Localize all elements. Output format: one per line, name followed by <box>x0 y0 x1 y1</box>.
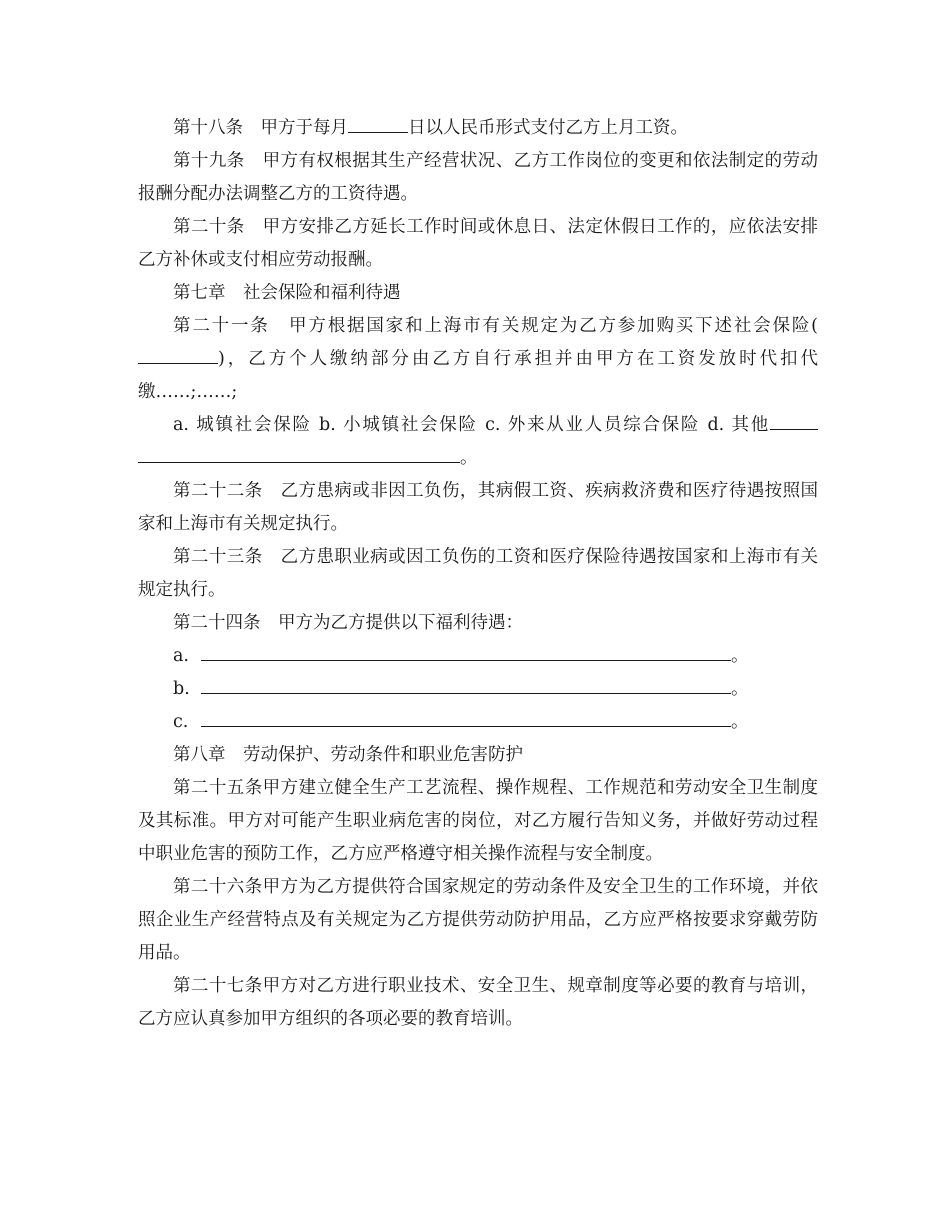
article-24 <box>138 607 818 640</box>
article-25 <box>138 772 818 871</box>
article-21-options <box>138 409 818 475</box>
article-text: 甲方对乙方进行职业技术、安全卫生、规章制度等必要的教育与培训，乙方应认真参加甲方组织的各项必要的教育培训。 <box>138 976 819 1029</box>
chapter-heading: 第八章 <box>173 745 226 765</box>
chapter-text: 社会保险和福利待遇 <box>243 283 401 303</box>
article-22 <box>138 475 818 541</box>
period: 。 <box>460 448 478 468</box>
benefit-blank[interactable] <box>201 642 731 661</box>
benefit-item <box>138 706 818 739</box>
article-text: 甲方为乙方提供以下福利待遇： <box>278 613 523 633</box>
item-label: b. <box>173 679 190 699</box>
benefit-item <box>138 673 818 706</box>
article-heading: 第十九条 <box>173 151 245 171</box>
article-27 <box>138 970 818 1036</box>
article-text: 甲方于每月 <box>260 118 348 138</box>
contract-page <box>138 112 818 1036</box>
article-text: 甲方根据国家和上海市有关规定为乙方参加购买下述社会保险( <box>287 316 819 336</box>
chapter-7-title <box>138 277 818 310</box>
benefit-item <box>138 640 818 673</box>
chapter-heading: 第七章 <box>173 283 226 303</box>
article-heading: 第二十二条 <box>173 481 263 501</box>
article-text: 日以人民币形式支付乙方上月工资。 <box>408 118 688 138</box>
chapter-8-title <box>138 739 818 772</box>
article-heading: 第二十七条 <box>173 976 263 996</box>
article-text: 乙方患职业病或因工负伤的工资和医疗保险待遇按国家和上海市有关规定执行。 <box>138 547 819 600</box>
pay-day-blank[interactable] <box>348 114 408 133</box>
insurance-type-blank[interactable] <box>138 345 218 364</box>
article-heading: 第二十四条 <box>173 613 261 633</box>
article-text: 甲方建立健全生产工艺流程、操作规程、工作规范和劳动安全卫生制度及其标准。甲方对可能产生职业病危害的岗位，对乙方履行告知义务，并做好劳动过程中职业危害的预防工作，乙方应严格遵守相关操作流程与安全制度。 <box>138 778 819 864</box>
benefit-blank[interactable] <box>201 675 731 694</box>
article-21 <box>138 310 818 409</box>
article-text: )，乙方个人缴纳部分由乙方自行承担并由甲方在工资发放时代扣代缴……;……; <box>138 349 818 402</box>
article-text: 甲方安排乙方延长工作时间或休息日、法定休假日工作的，应依法安排乙方补休或支付相应劳动报酬。 <box>138 217 819 270</box>
other-insurance-blank[interactable] <box>770 411 818 430</box>
other-insurance-blank-continued[interactable] <box>138 444 460 463</box>
article-19 <box>138 145 818 211</box>
period: 。 <box>731 646 749 666</box>
article-heading: 第二十三条 <box>173 547 263 567</box>
article-heading: 第二十一条 <box>173 316 270 336</box>
article-heading: 第二十条 <box>173 217 245 237</box>
chapter-text: 劳动保护、劳动条件和职业危害防护 <box>243 745 523 765</box>
article-18 <box>138 112 818 145</box>
insurance-options-text: a. 城镇社会保险 b. 小城镇社会保险 c. 外来从业人员综合保险 d. 其他 <box>173 415 770 435</box>
article-text: 甲方有权根据其生产经营状况、乙方工作岗位的变更和依法制定的劳动报酬分配办法调整乙方的工资待遇。 <box>138 151 819 204</box>
item-label: c. <box>173 712 189 732</box>
article-text: 乙方患病或非因工负伤，其病假工资、疾病救济费和医疗待遇按照国家和上海市有关规定执行。 <box>138 481 819 534</box>
article-20 <box>138 211 818 277</box>
article-heading: 第二十六条 <box>173 877 263 897</box>
article-26 <box>138 871 818 970</box>
article-heading: 第十八条 <box>173 118 243 138</box>
article-23 <box>138 541 818 607</box>
article-text: 甲方为乙方提供符合国家规定的劳动条件及安全卫生的工作环境，并依照企业生产经营特点及有关规定为乙方提供劳动防护用品，乙方应严格按要求穿戴劳防用品。 <box>138 877 819 963</box>
period: 。 <box>731 712 749 732</box>
article-heading: 第二十五条 <box>173 778 263 798</box>
period: 。 <box>731 679 749 699</box>
benefit-blank[interactable] <box>201 708 731 727</box>
item-label: a. <box>173 646 189 666</box>
